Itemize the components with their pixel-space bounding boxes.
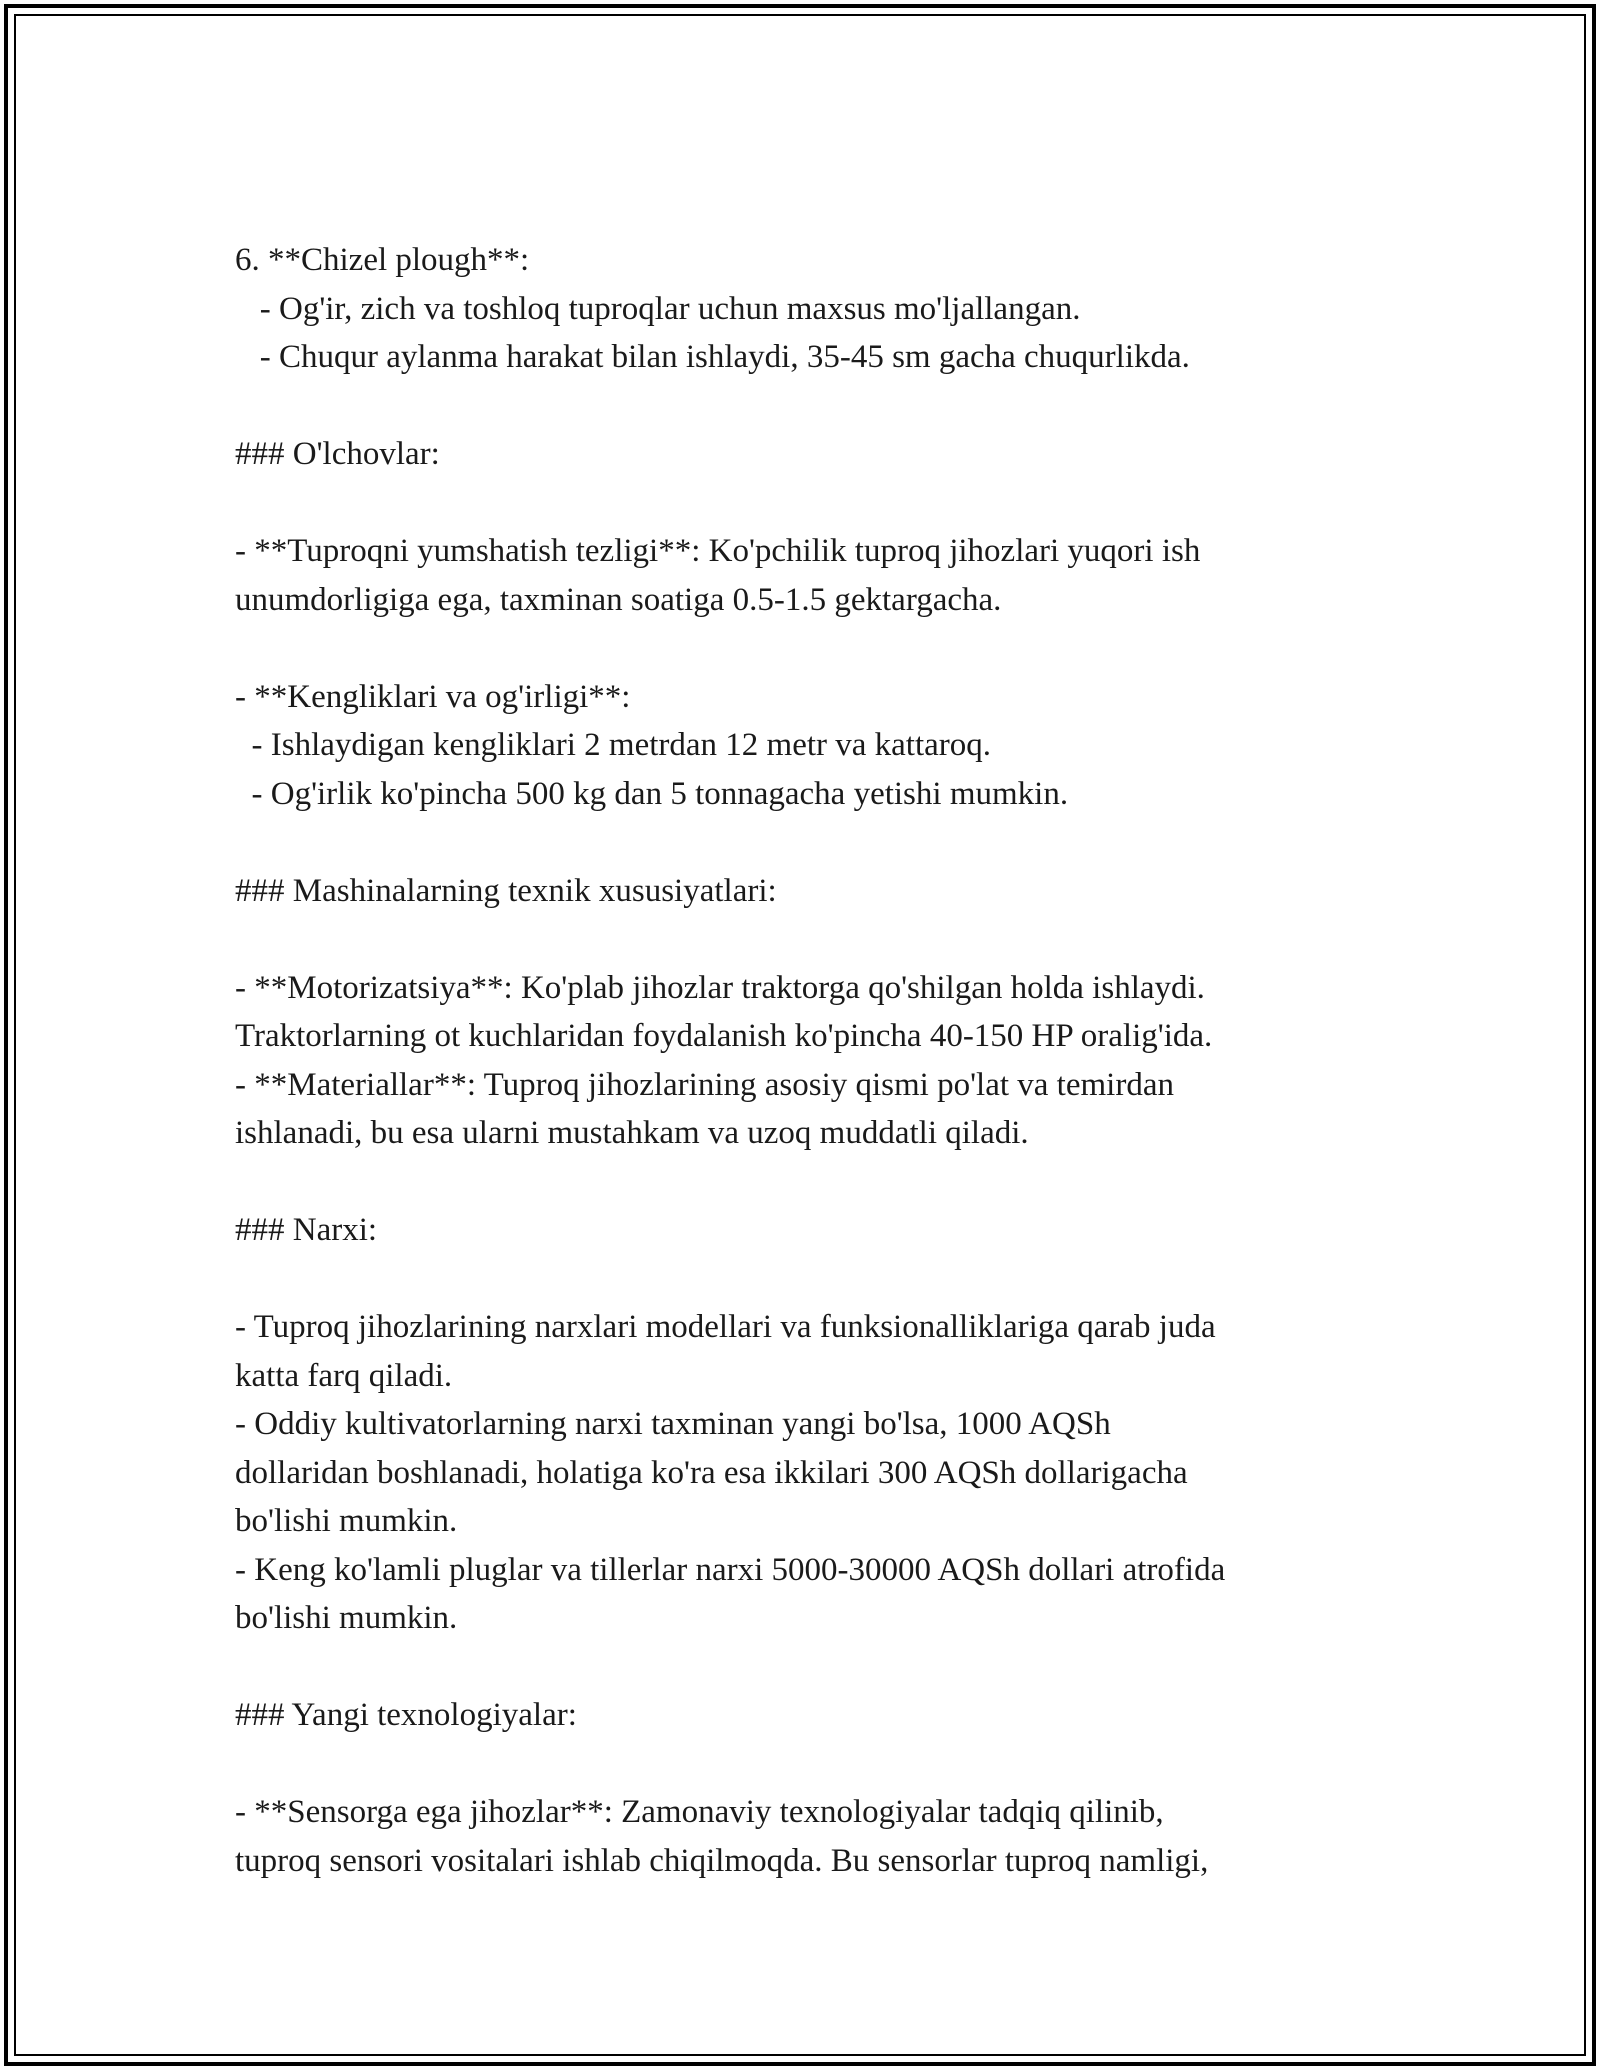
blank-line xyxy=(235,624,1365,673)
document-body xyxy=(235,236,1365,1885)
blank-line xyxy=(235,1158,1365,1207)
blank-line xyxy=(235,818,1365,867)
paragraph-line: unumdorligiga ega, taxminan soatiga 0.5-1.5 gektargacha. xyxy=(235,581,1002,618)
list-item: - Og'irlik ko'pincha 500 kg dan 5 tonnagacha yetishi mumkin. xyxy=(235,775,1069,812)
paragraph-line: - **Motorizatsiya**: Ko'plab jihozlar traktorga qo'shilgan holda ishlaydi. xyxy=(235,969,1205,1006)
paragraph-line: bo'lishi mumkin. xyxy=(235,1503,458,1539)
paragraph-line: dollaridan boshlanadi, holatiga ko'ra esa ikkilari 300 AQSh dollarigacha xyxy=(235,1454,1188,1491)
paragraph-line: - Tuproq jihozlarining narxlari modellari va funksionalliklariga qarab juda xyxy=(235,1309,1216,1345)
section-heading: ### O'lchovlar: xyxy=(235,436,440,472)
list-item: - Og'ir, zich va toshloq tuproqlar uchun maxsus mo'ljallangan. xyxy=(235,290,1081,327)
blank-line xyxy=(235,479,1365,528)
blank-line xyxy=(235,915,1365,964)
paragraph-line: - **Tuproqni yumshatish tezligi**: Ko'pchilik tuproq jihozlari yuqori ish xyxy=(235,533,1201,569)
blank-line xyxy=(235,1255,1365,1304)
paragraph-line: bo'lishi mumkin. xyxy=(235,1600,458,1636)
paragraph-line: - Oddiy kultivatorlarning narxi taxminan yangi bo'lsa, 1000 AQSh xyxy=(235,1406,1111,1442)
paragraph-line: tuproq sensori vositalari ishlab chiqilmoqda. Bu sensorlar tuproq namligi, xyxy=(235,1842,1209,1879)
list-item-heading: 6. **Chizel plough**: xyxy=(235,242,530,278)
blank-line xyxy=(235,382,1365,431)
blank-line xyxy=(235,1643,1365,1692)
paragraph-line: katta farq qiladi. xyxy=(235,1357,453,1394)
list-item: - Chuqur aylanma harakat bilan ishlaydi, 35-45 sm gacha chuqurlikda. xyxy=(235,339,1190,375)
list-item: - Ishlaydigan kengliklari 2 metrdan 12 metr va kattaroq. xyxy=(235,727,992,763)
section-heading: ### Yangi texnologiyalar: xyxy=(235,1697,577,1733)
paragraph-line: - **Materiallar**: Tuproq jihozlarining asosiy qismi po'lat va temirdan xyxy=(235,1066,1174,1103)
section-heading: ### Mashinalarning texnik xususiyatlari: xyxy=(235,872,777,909)
paragraph-line: ishlanadi, bu esa ularni mustahkam va uzoq muddatli qiladi. xyxy=(235,1115,1029,1151)
paragraph-line: - Keng ko'lamli pluglar va tillerlar narxi 5000-30000 AQSh dollari atrofida xyxy=(235,1551,1226,1588)
paragraph-line: - **Kengliklari va og'irligi**: xyxy=(235,678,631,715)
section-heading: ### Narxi: xyxy=(235,1212,378,1248)
paragraph-line: Traktorlarning ot kuchlaridan foydalanish ko'pincha 40-150 HP oralig'ida. xyxy=(235,1018,1213,1054)
paragraph-line: - **Sensorga ega jihozlar**: Zamonaviy texnologiyalar tadqiq qilinib, xyxy=(235,1794,1164,1830)
blank-line xyxy=(235,1740,1365,1789)
